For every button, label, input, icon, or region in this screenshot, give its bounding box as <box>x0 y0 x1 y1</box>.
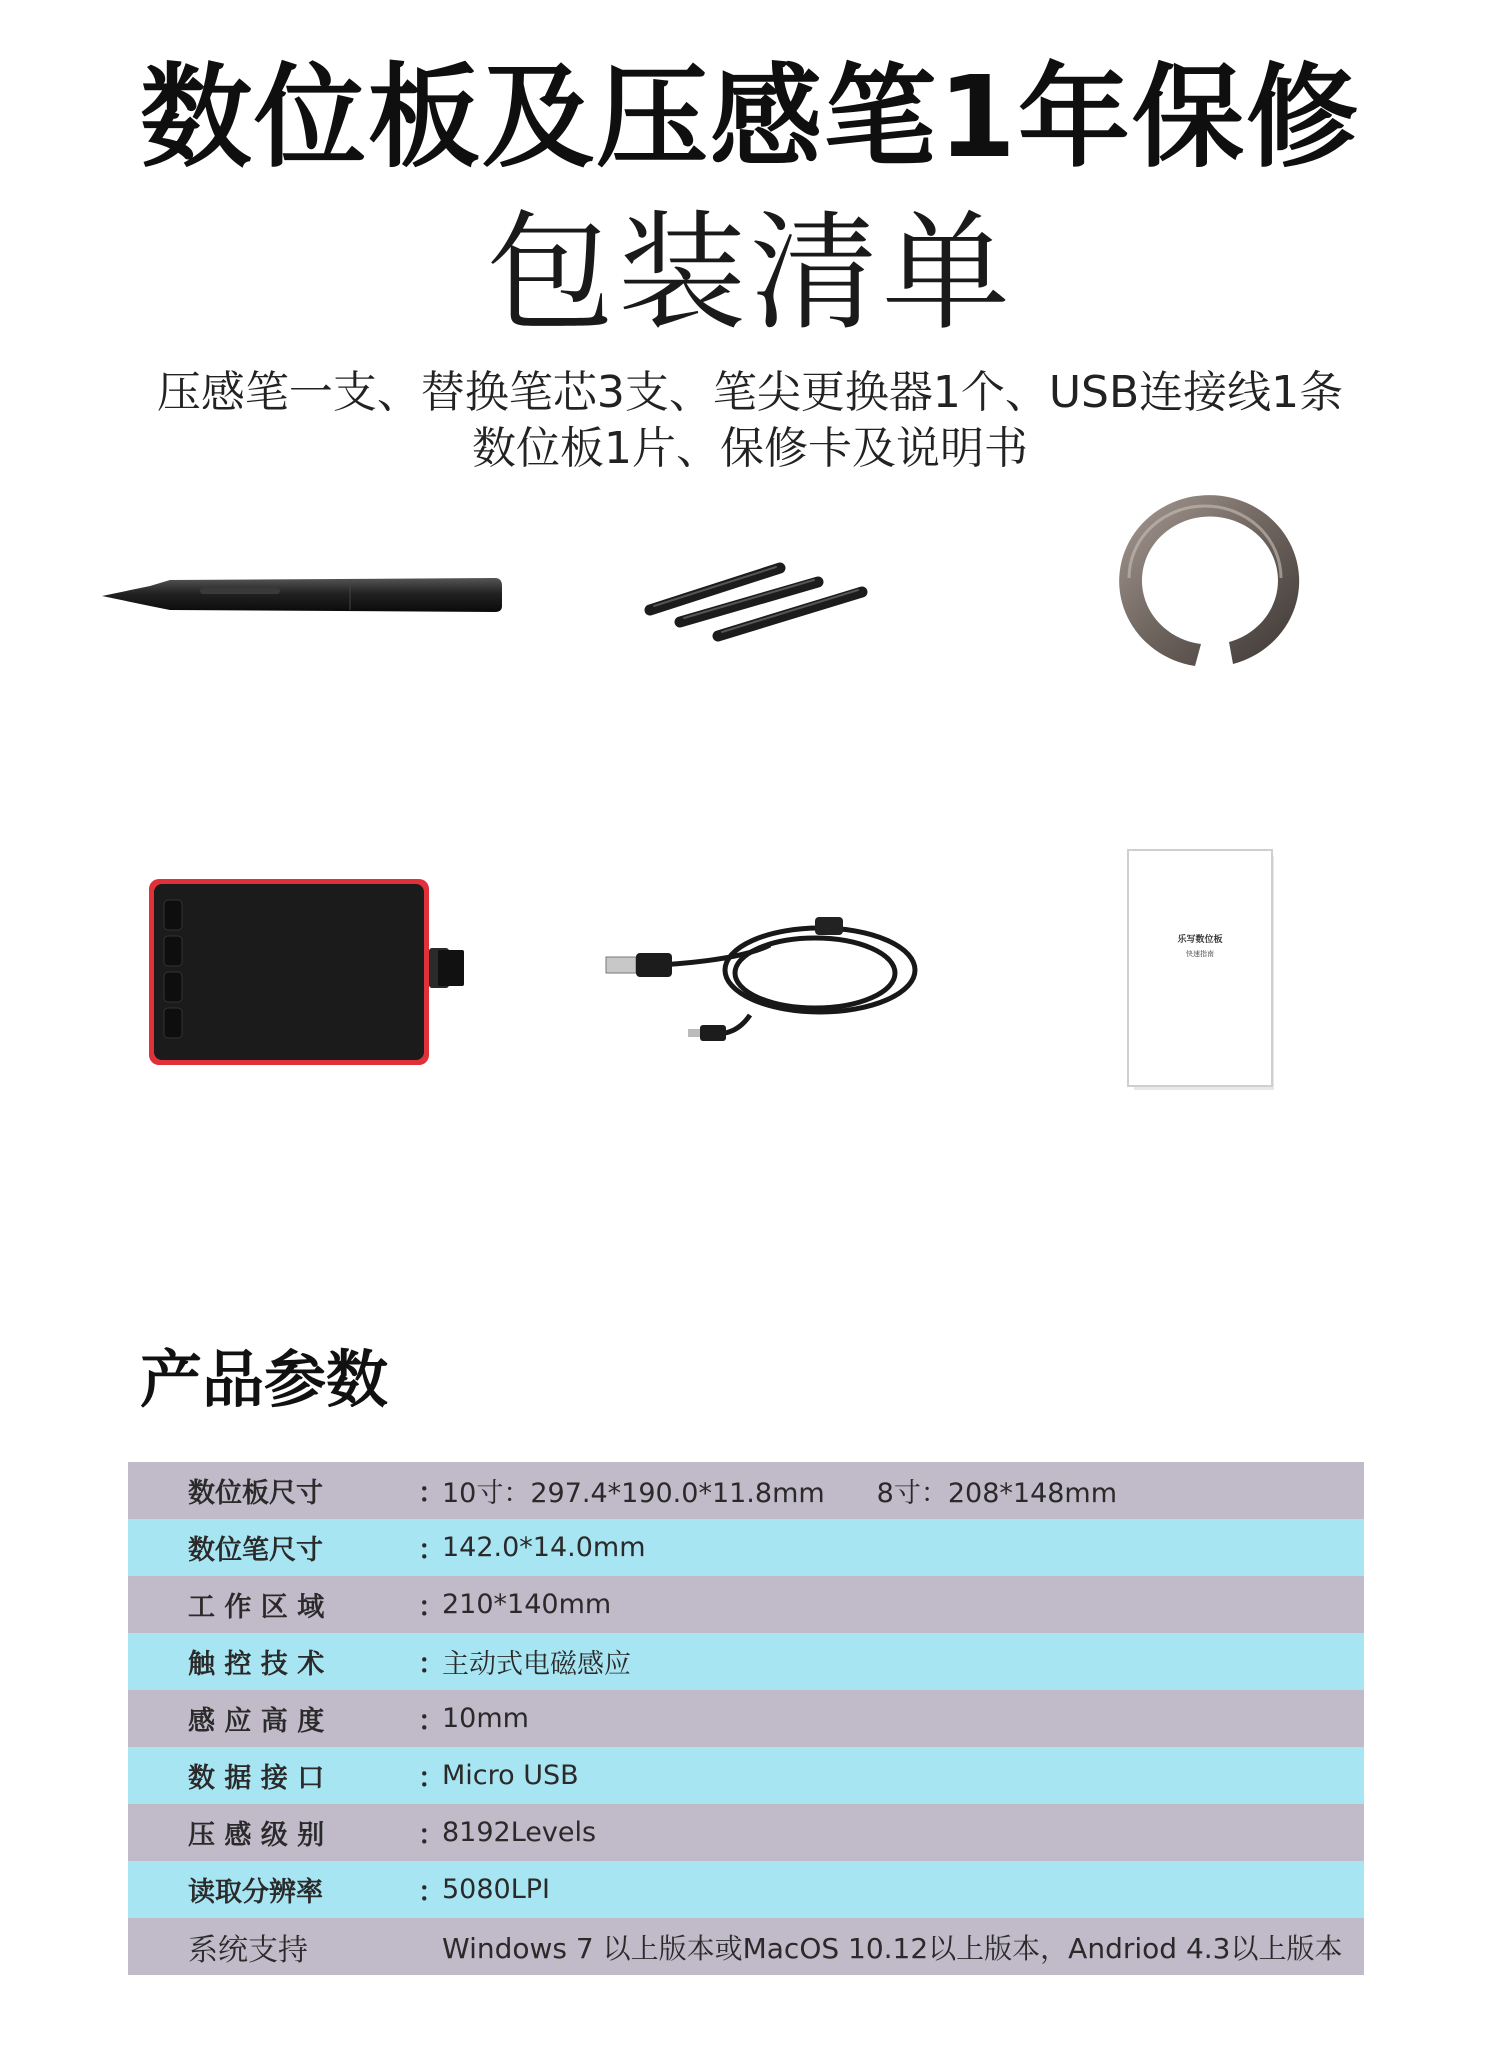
spec-separator: ： <box>418 1649 445 1680</box>
spec-separator: ： <box>418 1877 445 1908</box>
quick-guide-manual-image <box>1124 846 1284 1096</box>
spec-row-touch-tech <box>128 1633 1364 1690</box>
manual-cover-subtitle: 快速指南 <box>1186 950 1214 958</box>
spec-value: 5080LPI <box>442 1874 550 1905</box>
spec-separator: ： <box>418 1535 445 1566</box>
stylus-pen-image <box>100 560 510 630</box>
spec-separator: ： <box>418 1592 445 1623</box>
spec-label: 系统支持 <box>188 1932 308 1968</box>
spec-value: 10寸：297.4*190.0*11.8mm <box>442 1478 825 1509</box>
spec-label: 工 作 区 域 <box>188 1592 325 1623</box>
spec-value: Windows 7 以上版本或MacOS 10.12以上版本，Andriod 4.3以上版本 <box>442 1931 1343 1965</box>
spec-value: 210*140mm <box>442 1589 612 1620</box>
spec-label: 压 感 级 别 <box>188 1820 325 1851</box>
spec-row-pressure-levels <box>128 1804 1364 1861</box>
spec-label: 数 据 接 口 <box>188 1763 325 1794</box>
nib-remover-ring-image <box>1105 478 1305 678</box>
spec-value-secondary: 8寸：208*148mm <box>876 1478 1118 1509</box>
usb-cable-image <box>600 905 930 1045</box>
spec-label: 感 应 高 度 <box>188 1706 325 1737</box>
spec-row-work-area <box>128 1576 1364 1633</box>
spec-label: 数位板尺寸 <box>188 1478 323 1509</box>
spec-row-system-support <box>128 1918 1364 1975</box>
drawing-tablet-image <box>148 878 466 1068</box>
spec-row-pen-size <box>128 1519 1364 1576</box>
packing-list-line-1: 压感笔一支、替换笔芯3支、笔尖更换器1个、USB连接线1条 <box>156 367 1344 418</box>
spec-label: 触 控 技 术 <box>188 1649 325 1680</box>
packing-list-title: 包装清单 <box>485 199 1014 348</box>
spec-value: 主动式电磁感应 <box>442 1649 631 1680</box>
spec-separator: ： <box>418 1706 445 1737</box>
manual-cover-title: 乐写数位板 <box>1177 935 1223 945</box>
spec-value: 142.0*14.0mm <box>442 1532 646 1563</box>
spec-separator: ： <box>418 1820 445 1851</box>
spec-row-resolution <box>128 1861 1364 1918</box>
spec-row-sensing-height <box>128 1690 1364 1747</box>
replacement-nibs-image <box>640 550 880 650</box>
spec-table <box>128 1462 1364 1975</box>
spec-value: Micro USB <box>442 1760 579 1791</box>
spec-row-tablet-size <box>128 1462 1364 1519</box>
packing-list-line-2: 数位板1片、保修卡及说明书 <box>472 423 1028 474</box>
spec-row-data-interface <box>128 1747 1364 1804</box>
spec-separator: ： <box>418 1763 445 1794</box>
spec-value: 8192Levels <box>442 1817 597 1848</box>
spec-label: 读取分辨率 <box>188 1877 323 1908</box>
product-params-title: 产品参数 <box>140 1343 389 1416</box>
spec-separator: ： <box>418 1478 445 1509</box>
spec-label: 数位笔尺寸 <box>188 1535 323 1566</box>
spec-value: 10mm <box>442 1703 529 1734</box>
warranty-title: 数位板及压感笔1年保修 <box>140 53 1360 183</box>
